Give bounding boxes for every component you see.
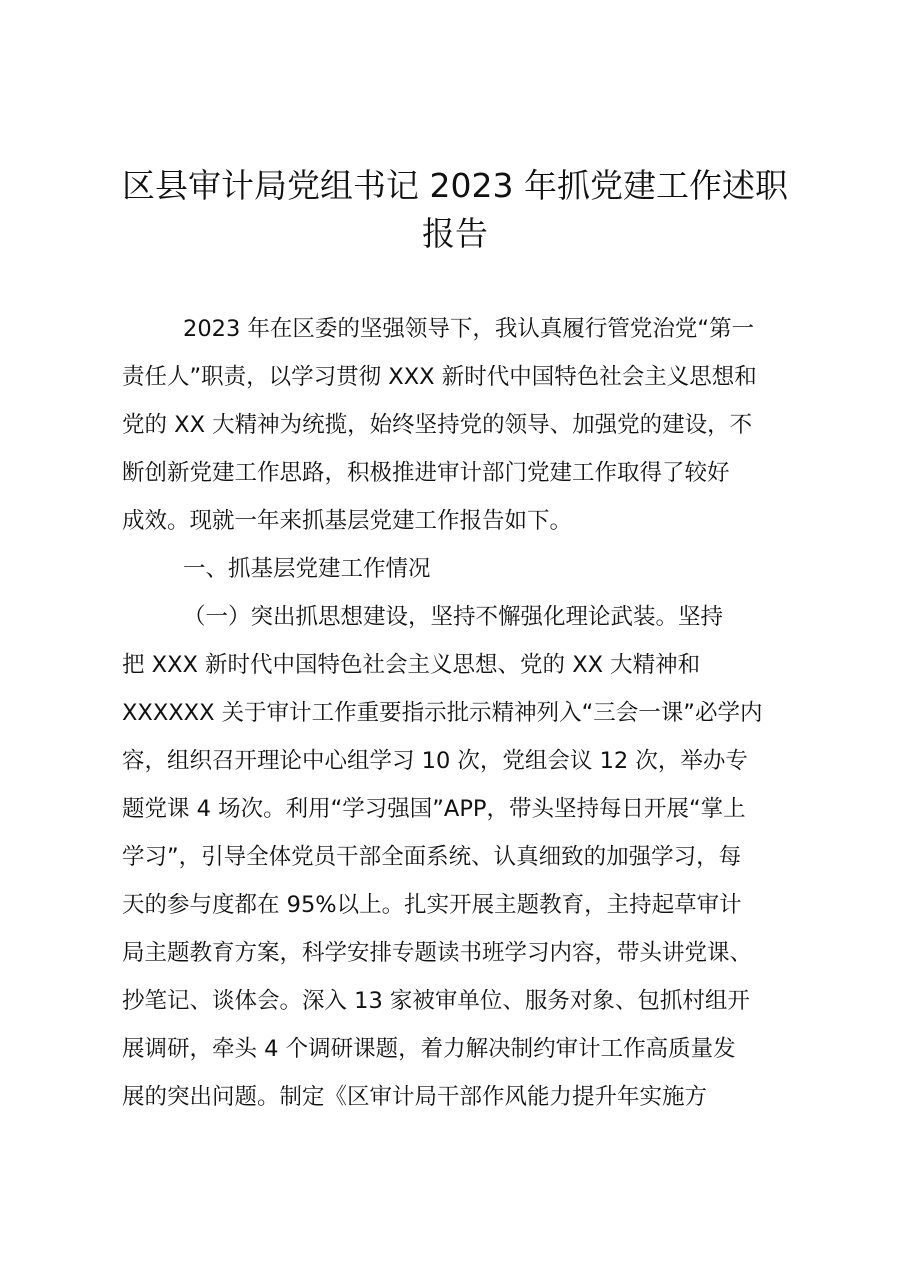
paragraph-body-line-4: 容，组织召开理论中心组学习 10 次，党组会议 12 次，举办专 [122,748,748,774]
paragraph-body-line-11: 展的突出问题。制定《区审计局干部作风能力提升年实施方 [122,1084,708,1110]
paragraph-body-line-3: XXXXXX 关于审计工作重要指示批示精神列入“三会一课”必学内 [122,700,763,726]
paragraph-body-line-1: （一）突出抓思想建设，坚持不懈强化理论武装。坚持 [183,604,724,630]
paragraph-intro-line-1: 2023 年在区委的坚强领导下，我认真履行管党治党“第一 [183,316,755,342]
paragraph-body-line-10: 展调研，牵头 4 个调研课题，着力解决制约审计工作高质量发 [122,1036,736,1062]
paragraph-body-line-5: 题党课 4 场次。利用“学习强国”APP，带头坚持每日开展“掌上 [122,796,746,822]
title-line-2: 报告 [422,214,488,253]
paragraph-intro-line-3: 党的 XX 大精神为统揽，始终坚持党的领导、加强党的建设，不 [122,412,753,438]
paragraph-body-line-9: 抄笔记、谈体会。深入 13 家被审单位、服务对象、包抓村组开 [122,988,750,1014]
paragraph-intro-line-2: 责任人”职责，以学习贯彻 XXX 新时代中国特色社会主义思想和 [122,364,757,390]
paragraph-intro-line-5: 成效。现就一年来抓基层党建工作报告如下。 [122,508,573,534]
paragraph-intro-line-4: 断创新党建工作思路，积极推进审计部门党建工作取得了较好 [122,460,730,486]
paragraph-body-line-8: 局主题教育方案，科学安排专题读书班学习内容，带头讲党课、 [122,940,753,966]
paragraph-body-line-6: 学习”，引导全体党员干部全面系统、认真细致的加强学习，每 [122,844,742,870]
paragraph-body-line-2: 把 XXX 新时代中国特色社会主义思想、党的 XX 大精神和 [122,652,701,678]
paragraph-body-line-7: 天的参与度都在 95%以上。扎实开展主题教育，主持起草审计 [122,892,742,918]
section-heading-1: 一、抓基层党建工作情况 [183,556,431,582]
document-title [90,162,820,258]
title-line-1: 区县审计局党组书记 2023 年抓党建工作述职 [122,166,788,205]
